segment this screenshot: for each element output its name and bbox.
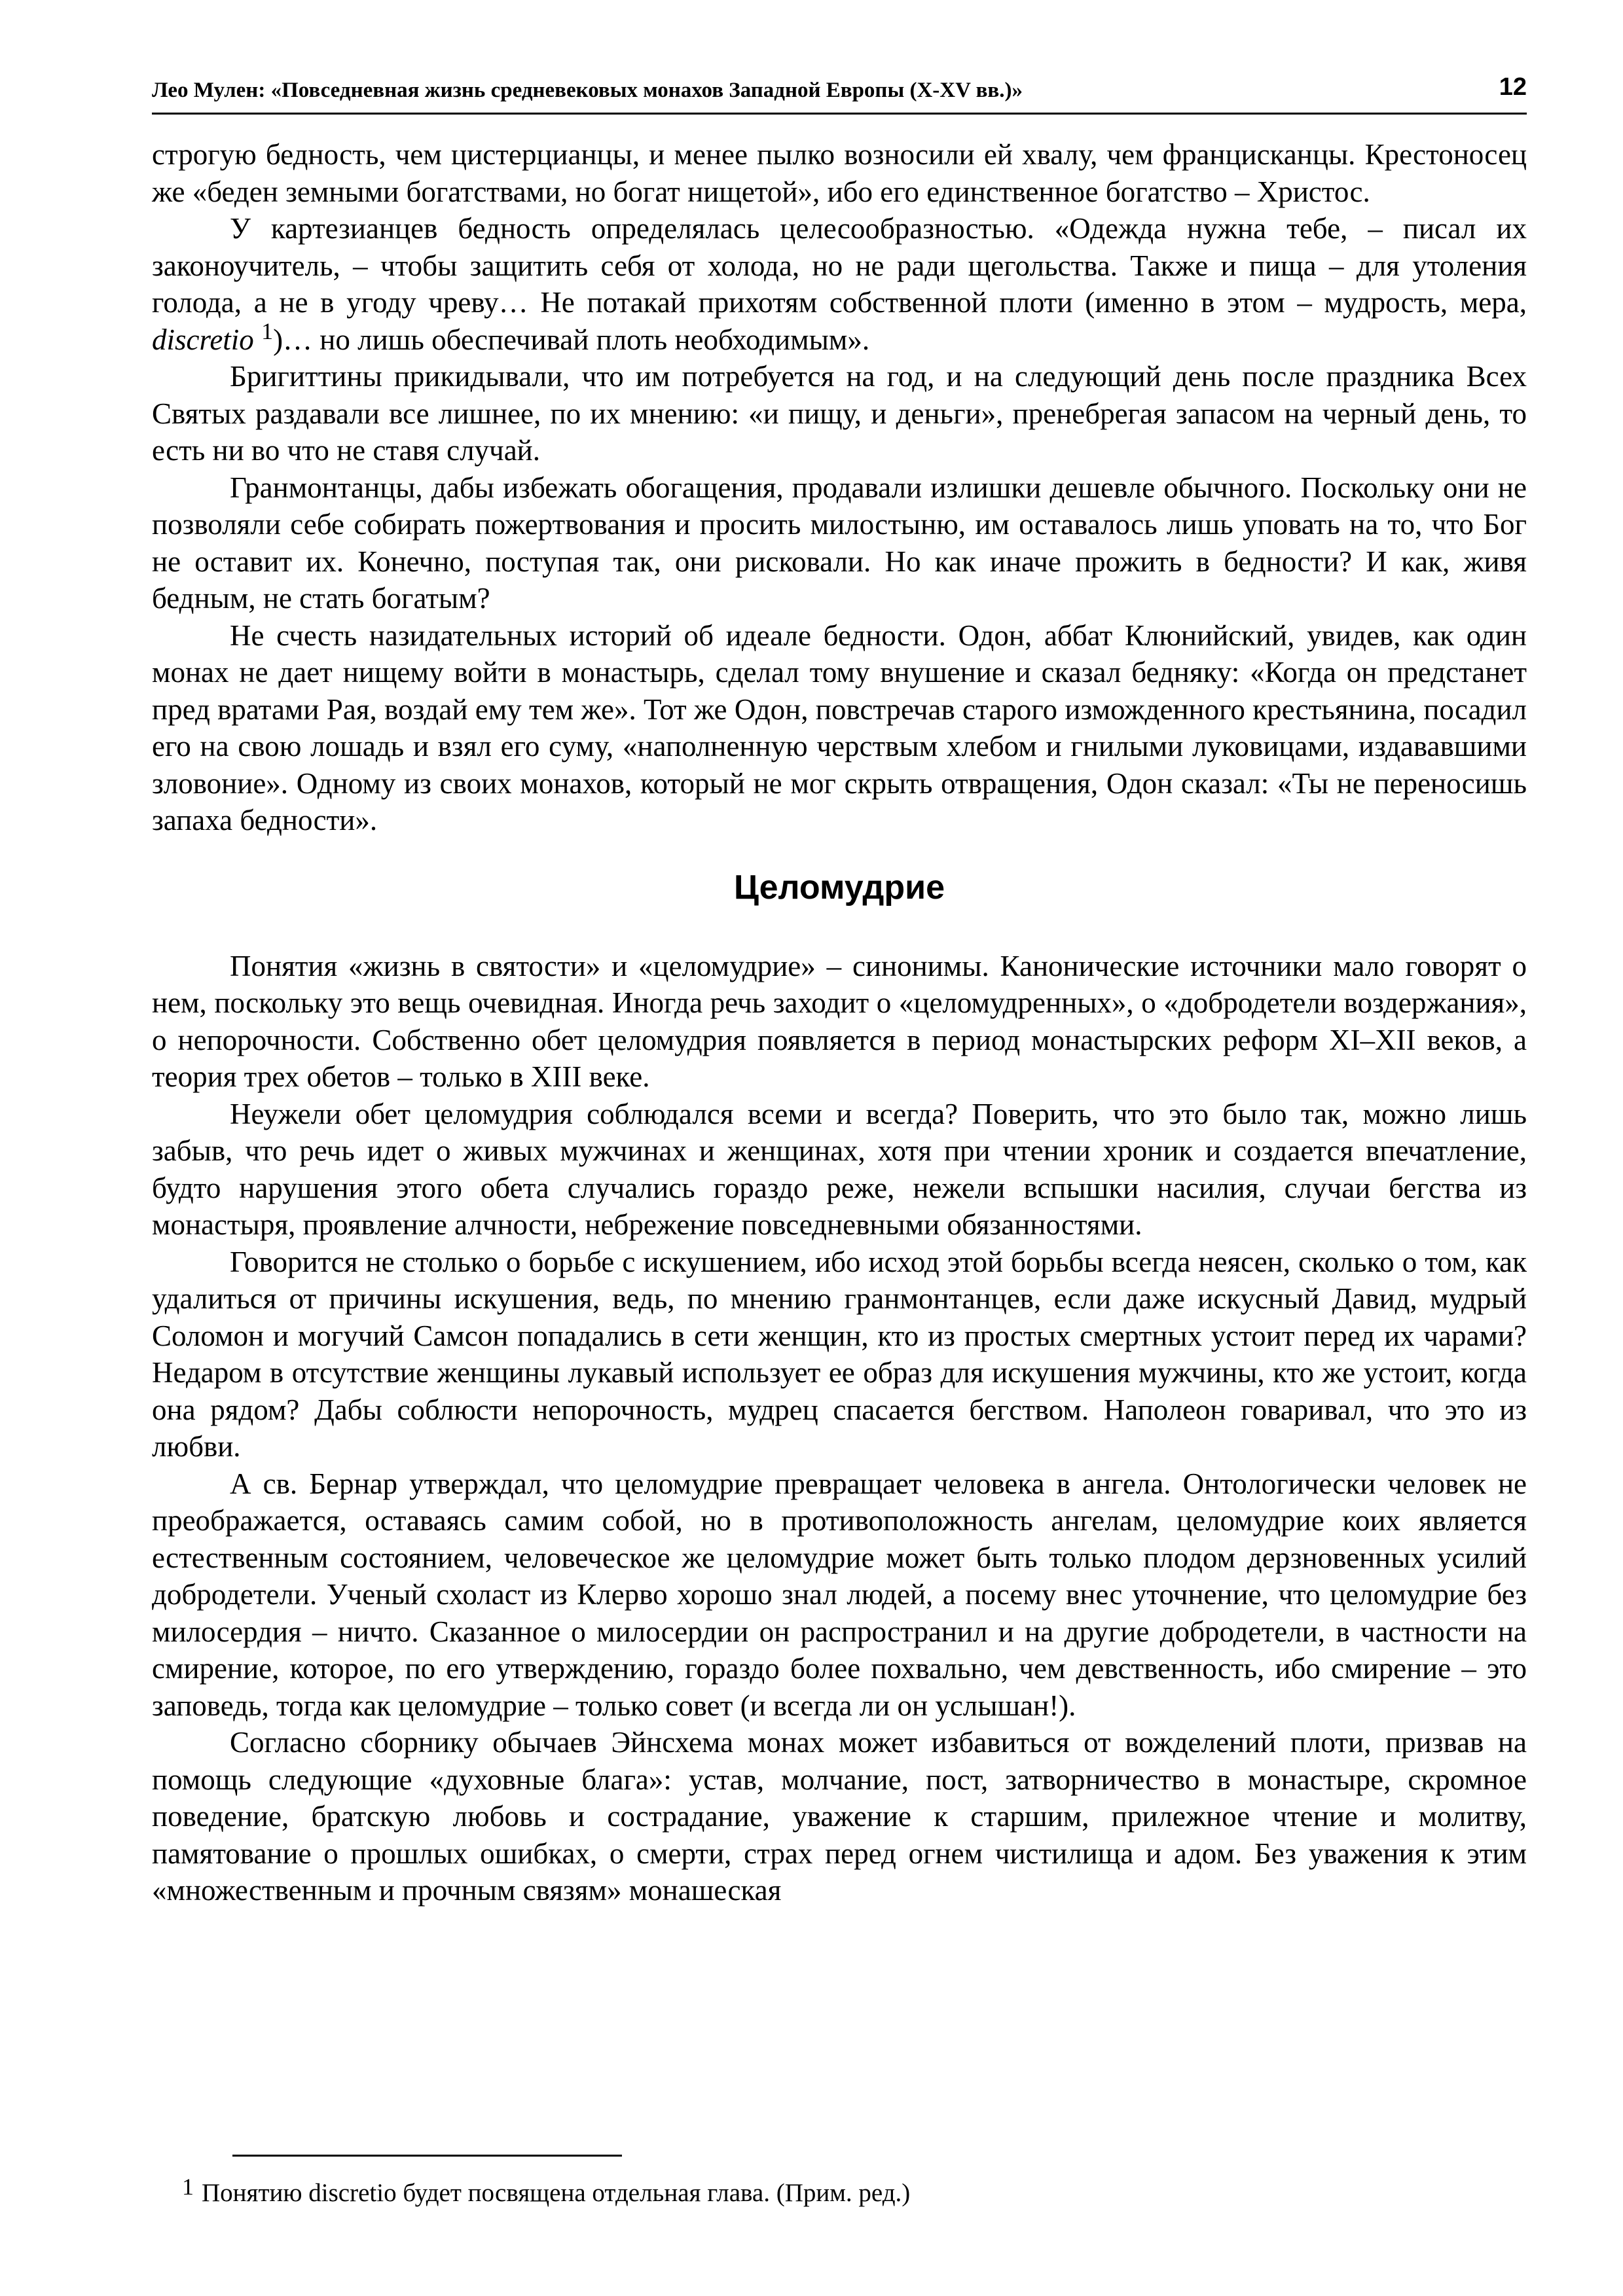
main-text: [152, 136, 1527, 1909]
header-title: Лео Мулен: «Повседневная жизнь средневековых монахов Западной Европы (X-XV вв.)»: [152, 79, 1023, 102]
paragraph: Согласно сборнику обычаев Эйнсхема монах может избавиться от вожделений плоти, призвав на помощь следующие «духовные блага»: устав, молчание, пост, затворничество в монастыре, скромное поведение, братскую любовь и сострадание, уважение к старшим, прилежное чтение и молитву, памятование о прошлых ошибках, о смерти, страх перед огнем чистилища и адом. Без уважения к этим «множественным и прочным связям» монашеская: [152, 1726, 1527, 1907]
footnote-separator: [232, 2155, 622, 2157]
italic-term: discretio: [152, 323, 254, 356]
paragraph: Говорится не столько о борьбе с искушением, ибо исход этой борьбы всегда неясен, сколько о том, как удалиться от причины искушения, ведь, по мнению гранмонтанцев, если даже искусный Давид, мудрый Соломон и могучий Самсон попадались в сети женщин, кто из простых смертных устоит перед их чарами? Недаром в отсутствие женщины лукавый использует ее образ для искушения мужчины, кто же устоит, когда она рядом? Дабы соблюсти непорочность, мудрец спасается бегством. Наполеон говаривал, что это из любви.: [152, 1245, 1527, 1463]
paragraph: Гранмонтанцы, дабы избежать обогащения, продавали излишки дешевле обычного. Поскольку они не позволяли себе собирать пожертвования и просить милостыню, им оставалось лишь уповать на то, что Бог не оставит их. Конечно, поступая так, они рисковали. Но как иначе прожить в бедности? И как, живя бедным, не стать богатым?: [152, 471, 1527, 615]
paragraph-text: У картезианцев бедность определялась целесообразностью. «Одежда нужна тебе, – писал их законоучитель, – чтобы защитить себя от холода, но не ради щегольства. Также и пища – для утоления голода, а не в угоду чреву… Не потакай прихотям собственной плоти (именно в этом – мудрость, мера,: [152, 212, 1527, 319]
paragraph: Не счесть назидательных историй об идеале бедности. Одон, аббат Клюнийский, увидев, как один монах не дает нищему войти в монастырь, сделал тому внушение и сказал бедняку: «Когда он предстанет пред вратами Рая, воздай ему тем же». Тот же Одон, повстречав старого изможденного крестьянина, посадил его на свою лошадь и взял его суму, «наполненную черствым хлебом и гнилыми луковицами, издававшими зловоние». Одному из своих монахов, который не мог скрыть отвращения, Одон сказал: «Ты не переносишь запаха бедности».: [152, 619, 1527, 836]
section-heading: Целомудрие: [733, 868, 945, 906]
footnote-reference[interactable]: 1: [261, 317, 274, 344]
paragraph: А св. Бернар утверждал, что целомудрие превращает человека в ангела. Онтологически человек не преображается, оставаясь самим собой, но в противоположность ангелам, целомудрие коих является естественным состоянием, человеческое же целомудрие может быть только плодом дерзновенных усилий добродетели. Ученый схоласт из Клерво хорошо знал людей, а посему внес уточнение, что целомудрие без милосердия – ничто. Сказанное о милосердии он распространил и на другие добродетели, в частности на смирение, которое, по его утверждению, гораздо более похвально, чем девственность, ибо смирение – это заповедь, тогда как целомудрие – только совет (и всегда ли он услышан!).: [152, 1467, 1527, 1722]
footnote-mark: 1: [182, 2174, 194, 2200]
running-header: [152, 73, 1527, 115]
footnote-text: Понятию discretio будет посвящена отдельная глава. (Прим. ред.): [202, 2179, 911, 2207]
paragraph-text: )… но лишь обеспечивай плоть необходимым».: [273, 323, 870, 356]
paragraph: строгую бедность, чем цистерцианцы, и менее пылко возносили ей хвалу, чем францисканцы. Крестоносец же «беден земными богатствами, но богат нищетой», ибо его единственное богатство – Христос.: [152, 138, 1527, 208]
paragraph: [152, 210, 1527, 358]
page-number: 12: [1499, 73, 1527, 101]
paragraph: Неужели обет целомудрия соблюдался всеми и всегда? Поверить, что это было так, можно лишь забыв, что речь идет о живых мужчинах и женщинах, хотя при чтении хроник и создается впечатление, будто нарушения этого обета случались гораздо реже, нежели вспышки насилия, случаи бегства из монастыря, проявление алчности, небрежение повседневными обязанностями.: [152, 1097, 1527, 1241]
footnote: [182, 2174, 911, 2208]
paragraph: Понятия «жизнь в святости» и «целомудрие» – синонимы. Канонические источники мало говорят о нем, поскольку это вещь очевидная. Иногда речь заходит о «целомудренных», о «добродетели воздержания», о непорочности. Собственно обет целомудрия появляется в период монастырских реформ XI–XII веков, а теория трех обетов – только в XIII веке.: [152, 949, 1527, 1093]
paragraph: Бригиттины прикидывали, что им потребуется на год, и на следующий день после праздника Всех Святых раздавали все лишнее, по их мнению: «и пищу, и деньги», пренебрегая запасом на черный день, то есть ни во что не ставя случай.: [152, 360, 1527, 467]
